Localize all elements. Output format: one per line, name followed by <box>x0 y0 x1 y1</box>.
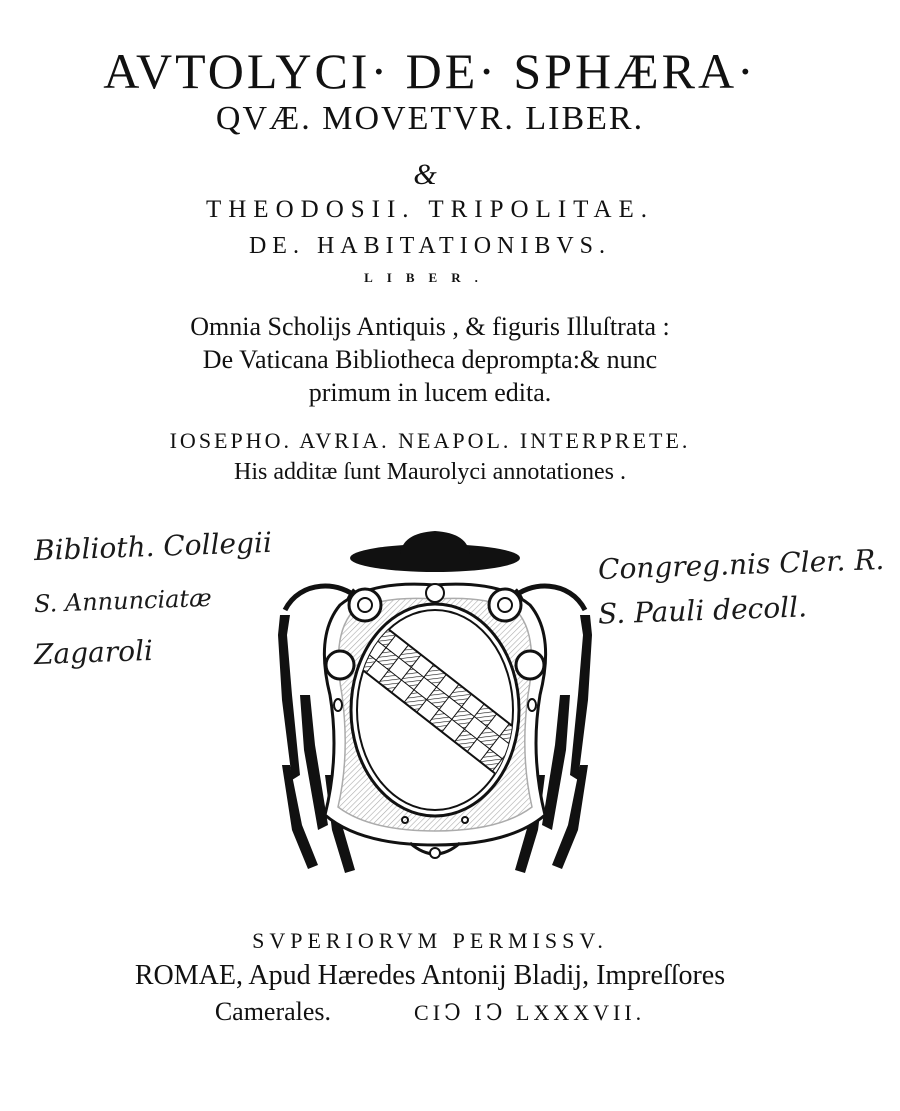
title-line-autolycus: AVTOLYCI· DE· SPHÆRA· <box>103 43 757 99</box>
ampersand-ornament: & <box>413 158 437 191</box>
interpreter-line: IOSEPHO. AVRIA. NEAPOL. INTERPRETE. <box>169 428 691 453</box>
publication-date: CIↃ IↃ LXXXVII. <box>414 1000 646 1025</box>
title-line-theodosius: THEODOSII. TRIPOLITAE. <box>205 196 655 223</box>
inscription-right-line-2: S. Pauli decoll. <box>597 590 808 631</box>
inscription-right-line-1: Congreg.nis Cler. R. <box>597 543 885 586</box>
coat-of-arms-emblem <box>270 525 600 880</box>
description-line-1: Omnia Scholijs Antiquis , & figuris Illuſtrata : <box>190 312 670 341</box>
cameral-label: Camerales. <box>214 997 332 1026</box>
title-line-liber: LIBER. <box>364 270 492 285</box>
title-line-quae-movetur: QVÆ. MOVETVR. LIBER. <box>215 100 645 137</box>
additions-line: His additæ ſunt Maurolyci annotationes . <box>234 459 626 485</box>
printer-line: ROMAE, Apud Hæredes Antonij Bladij, Impreſſores <box>134 960 726 991</box>
description-line-2: De Vaticana Bibliotheca deprompta:& nunc <box>202 345 658 374</box>
inscription-left-line-3: Zagaroli <box>33 633 154 672</box>
coat-of-arms-icon <box>270 525 600 875</box>
description-line-3: primum in lucem edita. <box>308 378 552 407</box>
inscription-left-line-1: Biblioth. Collegii <box>33 525 273 568</box>
title-line-habitationibus: DE. HABITATIONIBVS. <box>248 233 612 259</box>
date-line <box>0 997 880 1027</box>
permission-line: SVPERIORVM PERMISSV. <box>252 928 608 953</box>
inscription-left-line-2: S. Annunciatæ <box>33 583 213 619</box>
